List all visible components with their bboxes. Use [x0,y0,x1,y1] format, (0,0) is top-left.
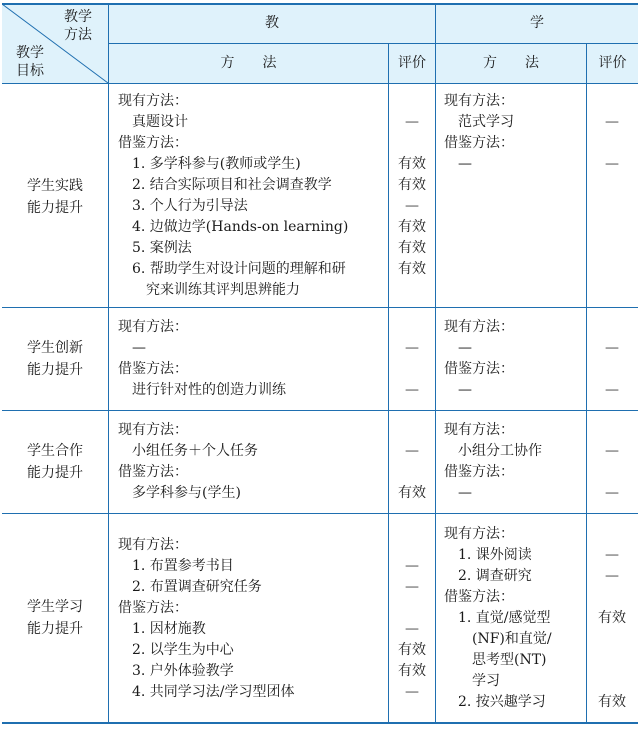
col-divider-goal [108,3,109,724]
teach-eval: — [405,443,419,459]
learn-eval: 有效 [598,610,626,626]
corner-goal-label-2: 目标 [16,63,44,79]
teach-eval: — [405,558,419,574]
teach-line: 2. 以学生为中心 [118,642,234,658]
teach-eval: — [405,382,419,398]
teach-eval: 有效 [398,663,426,679]
learn-line: — [444,485,472,501]
learn-line: 学习 [444,673,500,689]
header-learn: 学 [530,15,544,31]
teach-eval: — [405,684,419,700]
learn-eval: — [605,382,619,398]
teach-eval: 有效 [398,261,426,277]
goal-cooperation-line1: 学生合作 [27,443,83,459]
teach-line: 1. 因材施教 [118,621,206,637]
teach-line: 现有方法： [118,537,188,553]
teach-line: 进行针对性的创造力训练 [118,382,286,398]
teach-line: 4. 边做边学(Hands-on learning) [118,219,349,235]
learn-eval: — [605,340,619,356]
header-teach-method: 方 法 [220,55,277,71]
row-divider-3 [2,513,638,514]
row-divider-1 [2,307,638,308]
teach-eval: — [405,114,419,130]
header-bottom-line [2,83,638,84]
learn-line: 现有方法： [444,526,514,542]
teach-line: — [118,340,146,356]
col-divider-teach-learn [435,3,436,724]
teach-eval: — [405,198,419,214]
row-divider-2 [2,410,638,411]
teach-line: 借鉴方法： [118,361,188,377]
learn-line: — [444,156,472,172]
teach-eval: 有效 [398,177,426,193]
teach-line: 现有方法： [118,422,188,438]
learn-eval: — [605,443,619,459]
teach-line: 2. 布置调查研究任务 [118,579,262,595]
teach-line: 借鉴方法： [118,464,188,480]
teach-line: 4. 共同学习法/学习型团体 [118,684,295,700]
learn-line: 现有方法： [444,93,514,109]
header-learn-method: 方 法 [483,55,539,71]
learn-line: 思考型(NT) [444,652,547,668]
learn-line: 1. 课外阅读 [444,547,532,563]
goal-innovation-line2: 能力提升 [27,362,83,378]
teach-line: 真题设计 [118,114,188,130]
learn-eval: — [605,568,619,584]
header-teach: 教 [265,15,279,31]
teach-eval: — [405,579,419,595]
learn-eval: — [605,485,619,501]
teach-line: 借鉴方法： [118,135,188,151]
learn-line: 现有方法： [444,319,514,335]
goal-learning-line1: 学生学习 [27,599,83,615]
teach-eval: 有效 [398,219,426,235]
learn-line: — [444,340,472,356]
teach-eval: 有效 [398,642,426,658]
learn-line: 2. 调查研究 [444,568,532,584]
teach-line: 5. 案例法 [118,240,192,256]
learn-eval: 有效 [598,694,626,710]
learn-line: (NF)和直觉/ [444,631,552,647]
teach-eval: — [405,621,419,637]
col-divider-learn-eval [586,43,587,724]
learn-line: — [444,382,472,398]
teach-line: 3. 户外体验教学 [118,663,234,679]
learn-line: 1. 直觉/感觉型 [444,610,551,626]
teach-eval: 有效 [398,156,426,172]
learn-line: 借鉴方法： [444,135,514,151]
corner-goal-label-1: 教学 [16,45,44,61]
table-bottom-border [2,722,638,724]
goal-learning-line2: 能力提升 [27,621,83,637]
method-comparison-table [2,3,638,724]
teach-line: 3. 个人行为引导法 [118,198,248,214]
teach-line: 1. 布置参考书目 [118,558,234,574]
goal-cooperation-line2: 能力提升 [27,465,83,481]
corner-method-label-1: 教学 [64,9,92,25]
learn-line: 借鉴方法： [444,464,514,480]
teach-line: 现有方法： [118,319,188,335]
header-learn-evaluation: 评价 [598,55,627,71]
teach-line: 多学科参与(学生) [118,485,241,501]
learn-eval: — [605,114,619,130]
learn-line: 范式学习 [444,114,514,130]
learn-line: 借鉴方法： [444,589,514,605]
learn-line: 借鉴方法： [444,361,514,377]
teach-line: 借鉴方法： [118,600,188,616]
teach-line: 小组任务＋个人任务 [118,443,258,459]
teach-line: 6. 帮助学生对设计问题的理解和研 [118,261,346,277]
learn-line: 小组分工协作 [444,443,542,459]
teach-eval: 有效 [398,485,426,501]
teach-line: 1. 多学科参与(教师或学生) [118,156,301,172]
header-mid-line [108,43,638,44]
teach-eval: 有效 [398,240,426,256]
learn-eval: — [605,156,619,172]
learn-eval: — [605,547,619,563]
teach-line: 究来训练其评判思辨能力 [118,282,300,298]
header-teach-evaluation: 评价 [398,55,426,71]
corner-method-label-2: 方法 [64,27,92,43]
learn-line: 现有方法： [444,422,514,438]
learn-line: 2. 按兴趣学习 [444,694,546,710]
teach-line: 2. 结合实际项目和社会调查教学 [118,177,332,193]
goal-innovation-line1: 学生创新 [27,340,83,356]
teach-eval: — [405,340,419,356]
goal-practice-line2: 能力提升 [27,200,83,216]
goal-practice-line1: 学生实践 [27,178,83,194]
table-top-border [2,3,638,5]
teach-line: 现有方法： [118,93,188,109]
